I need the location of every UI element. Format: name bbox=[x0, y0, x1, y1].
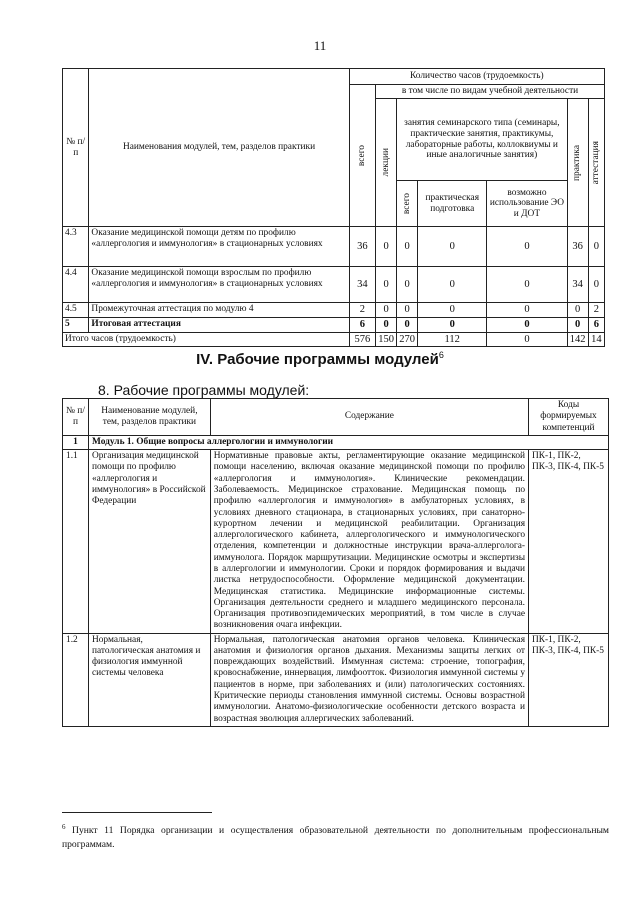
subsection-title: 8. Рабочие программы модулей: bbox=[98, 382, 310, 398]
row-num: 4.4 bbox=[63, 267, 89, 303]
row-attest: 0 bbox=[588, 267, 604, 303]
row-practice: 0 bbox=[567, 317, 588, 332]
header-attestation-cell bbox=[588, 99, 604, 227]
row-eo: 0 bbox=[487, 227, 567, 267]
totals-attest: 14 bbox=[588, 332, 604, 347]
prog-row-name: Организация медицинской помощи по профилю «аллергология и иммунология» в Российской Федерации bbox=[88, 450, 210, 634]
totals-label: Итого часов (трудоемкость) bbox=[63, 332, 350, 347]
header-practice-cell bbox=[567, 99, 588, 227]
row-total: 6 bbox=[349, 317, 375, 332]
row-attest: 6 bbox=[588, 317, 604, 332]
header-eo-dot: возможно использование ЭО и ДОТ bbox=[487, 181, 567, 227]
header-by-type: в том числе по видам учебной деятельности bbox=[376, 85, 605, 99]
totals-eo: 0 bbox=[487, 332, 567, 347]
row-num: 4.3 bbox=[63, 227, 89, 267]
header-seminars: занятия семинарского типа (семинары, практические занятия, практикумы, лабораторные работы, коллоквиумы и иные аналогичные занятия) bbox=[397, 99, 567, 181]
prog-header-content: Содержание bbox=[210, 399, 528, 436]
table-row bbox=[63, 450, 609, 634]
footnote-mark: 6 bbox=[62, 823, 66, 831]
table-row bbox=[63, 317, 605, 332]
totals-practical: 112 bbox=[418, 332, 487, 347]
row-practice: 0 bbox=[567, 303, 588, 318]
row-total: 34 bbox=[349, 267, 375, 303]
totals-lectures: 150 bbox=[376, 332, 397, 347]
prog-row-name: Нормальная, патологическая анатомия и физиология иммунной системы человека bbox=[88, 633, 210, 726]
page-number: 11 bbox=[313, 38, 327, 53]
header-practical-prep: практическая подготовка bbox=[418, 181, 487, 227]
footnote-divider bbox=[62, 812, 212, 813]
row-practical: 0 bbox=[418, 267, 487, 303]
row-eo: 0 bbox=[487, 267, 567, 303]
prog-header-name: Наименование модулей, тем, разделов практики bbox=[88, 399, 210, 436]
row-lectures: 0 bbox=[376, 317, 397, 332]
prog-header-codes: Коды формируемых компетенций bbox=[529, 399, 609, 436]
row-name: Промежуточная аттестация по модулю 4 bbox=[89, 303, 349, 318]
footnote-text: Пункт 11 Порядка организации и осуществления образовательной деятельности по дополнительным профессиональным программам. bbox=[62, 825, 609, 851]
table-row bbox=[63, 303, 605, 318]
row-sem-total: 0 bbox=[397, 317, 418, 332]
row-name: Итоговая аттестация bbox=[89, 317, 349, 332]
row-total: 2 bbox=[349, 303, 375, 318]
table-row bbox=[63, 633, 609, 726]
header-attestation: аттестация bbox=[591, 140, 602, 185]
totals-sem-total: 270 bbox=[397, 332, 418, 347]
row-attest: 0 bbox=[588, 227, 604, 267]
row-lectures: 0 bbox=[376, 303, 397, 318]
row-lectures: 0 bbox=[376, 267, 397, 303]
header-hours-total: Количество часов (трудоемкость) bbox=[349, 69, 604, 85]
row-sem-total: 0 bbox=[397, 303, 418, 318]
programs-table bbox=[62, 398, 609, 727]
row-practice: 34 bbox=[567, 267, 588, 303]
header-practice: практика bbox=[572, 144, 583, 181]
header-total: всего bbox=[357, 144, 368, 167]
prog-row-num: 1.2 bbox=[63, 633, 89, 726]
prog-row-content: Нормативные правовые акты, регламентирующие оказание медицинской помощи населению, включая оказание медицинской помощи по профилю «аллергология и иммунология». Клинические рекомендации. Заболеваемость. Медицинское страхование. Медицинская помощь по профилю «аллергология и иммунология» в амбулаторных условиях, в условиях дневного стационара, в стационарных условиях, при санаторно-курортном лечении и медицинской реабилитации. Организация аллергологического кабинета, аллергологического и иммунологического отделения, компетенции и должностные инструкции врача-аллерголога-иммунолога. Порядок маршрутизации. Медицинские осмотры и экспертизы в аллергологии и иммунологии. Сроки и порядок формирования и выдачи листка нетрудоспособности. Оформление медицинской документации. Медицинская статистика. Медицинские информационные системы. Организация деятельности среднего и младшего медицинского персонала. Организация противоэпидемических мероприятий, в том числе в случае возникновения очага инфекции. bbox=[210, 450, 528, 634]
section-footnote-mark: 6 bbox=[438, 350, 444, 360]
prog-row-num: 1.1 bbox=[63, 450, 89, 634]
section-title bbox=[0, 350, 640, 368]
header-name: Наименования модулей, тем, разделов практики bbox=[89, 69, 349, 227]
row-lectures: 0 bbox=[376, 227, 397, 267]
table-row bbox=[63, 267, 605, 303]
row-name: Оказание медицинской помощи детям по профилю «аллергология и иммунология» в стационарных условиях bbox=[89, 227, 349, 267]
prog-row-codes: ПК-1, ПК-2, ПК-3, ПК-4, ПК-5 bbox=[529, 633, 609, 726]
prog-row-codes: ПК-1, ПК-2, ПК-3, ПК-4, ПК-5 bbox=[529, 450, 609, 634]
row-eo: 0 bbox=[487, 303, 567, 318]
header-total-cell bbox=[349, 85, 375, 227]
row-num: 5 bbox=[63, 317, 89, 332]
row-sem-total: 0 bbox=[397, 267, 418, 303]
prog-header-num: № п/п bbox=[63, 399, 89, 436]
row-num: 4.5 bbox=[63, 303, 89, 318]
prog-row-content: Нормальная, патологическая анатомия органов человека. Клиническая анатомия и физиология органов дыхания. Механизмы защиты легких от повреждающих воздействий. Иммунная система: строение, топография, кровоснабжение, иннервация, лимфоотток. Физиология иммунной системы у пациентов в норме, при заболеваниях и (или) патологических состояниях. Критические периоды становления иммунной системы. Основы возрастной иммунологии. Анатомо-физиологические особенности детского возраста и возрастная эволюция аллергических заболеваний. bbox=[210, 633, 528, 726]
module-num: 1 bbox=[63, 435, 89, 449]
row-practice: 36 bbox=[567, 227, 588, 267]
header-lectures-cell bbox=[376, 99, 397, 227]
module-title: Модуль 1. Общие вопросы аллергологии и иммунологии bbox=[88, 435, 608, 449]
section-title-text: IV. Рабочие программы модулей bbox=[196, 351, 439, 368]
row-total: 36 bbox=[349, 227, 375, 267]
row-practical: 0 bbox=[418, 317, 487, 332]
module-row bbox=[63, 435, 609, 449]
totals-row bbox=[63, 332, 605, 347]
row-name: Оказание медицинской помощи взрослым по профилю «аллергология и иммунология» в стационарных условиях bbox=[89, 267, 349, 303]
header-lectures: лекции bbox=[380, 148, 391, 177]
row-sem-total: 0 bbox=[397, 227, 418, 267]
totals-practice: 142 bbox=[567, 332, 588, 347]
footnote bbox=[62, 822, 609, 852]
header-seminars-total-cell bbox=[397, 181, 418, 227]
hours-table bbox=[62, 68, 605, 347]
table-row bbox=[63, 227, 605, 267]
row-practical: 0 bbox=[418, 303, 487, 318]
header-seminars-total: всего bbox=[401, 192, 412, 215]
header-num: № п/п bbox=[63, 69, 89, 227]
row-eo: 0 bbox=[487, 317, 567, 332]
totals-total: 576 bbox=[349, 332, 375, 347]
row-attest: 2 bbox=[588, 303, 604, 318]
row-practical: 0 bbox=[418, 227, 487, 267]
